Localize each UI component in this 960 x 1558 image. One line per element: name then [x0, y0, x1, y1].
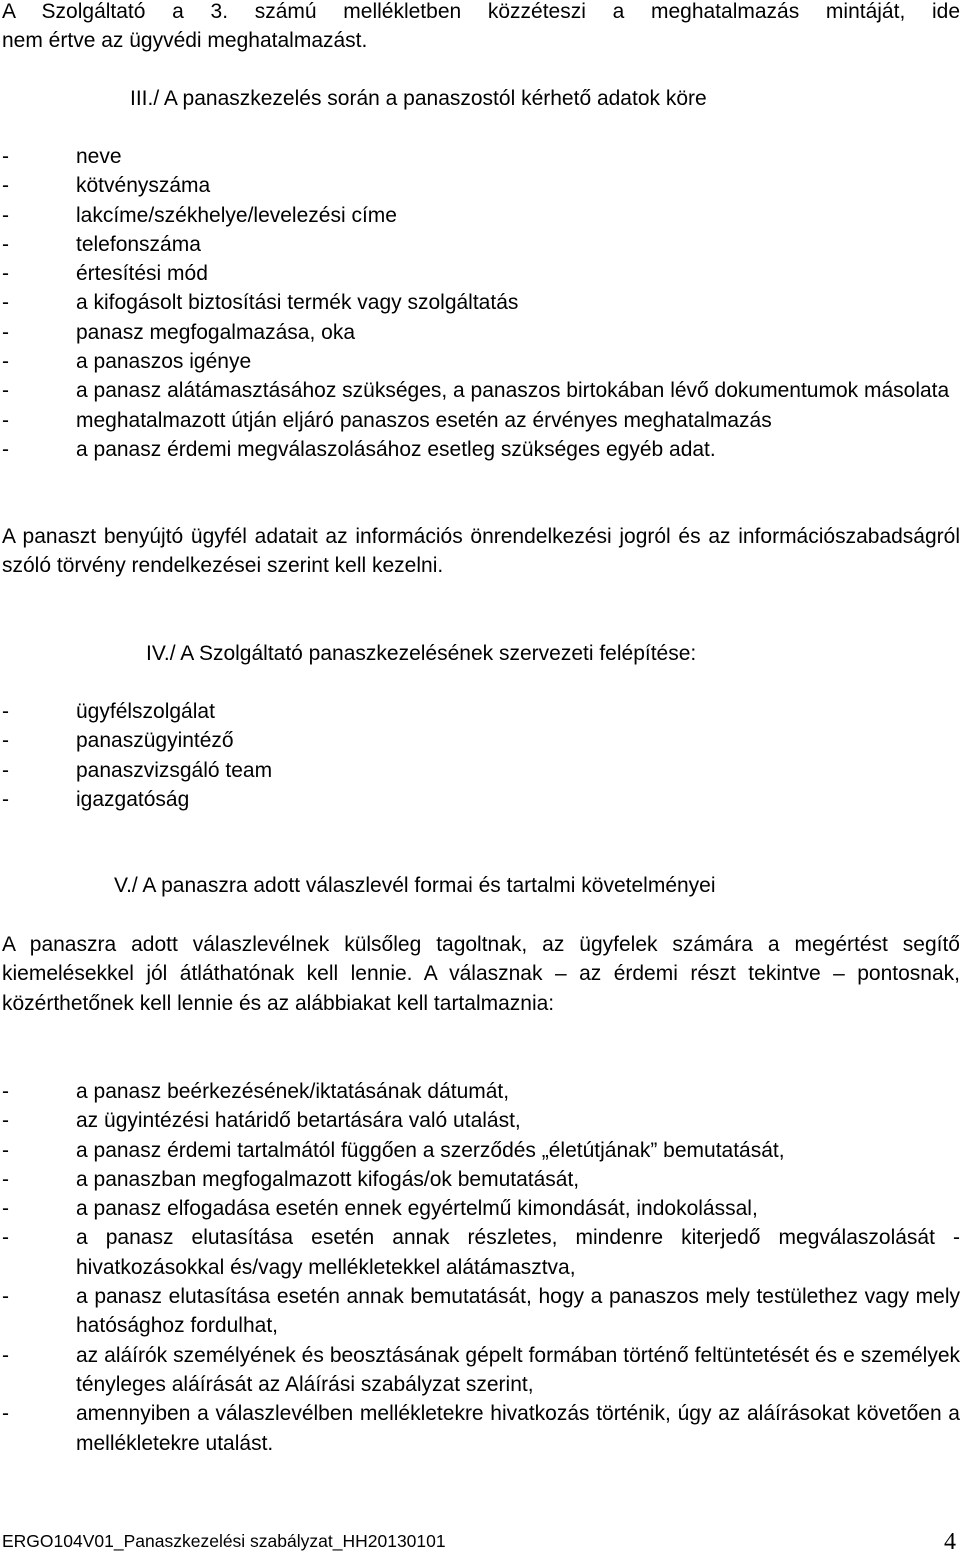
section-5-list-item	[2, 1341, 960, 1400]
section-3-list-item	[2, 201, 960, 230]
section-3-list-item-text: kötvényszáma	[76, 174, 211, 198]
section-3-list-item	[2, 230, 960, 259]
section-3-list-item	[2, 435, 960, 464]
dash-bullet: -	[2, 729, 9, 753]
section-4-list-item-text: ügyfélszolgálat	[76, 700, 215, 723]
section-3-list-item	[2, 376, 960, 405]
intro-paragraph	[2, 0, 960, 56]
section-3-list-item	[2, 142, 960, 171]
section-5-paragraph: A panaszra adott válaszlevélnek külsőleg tagoltnak, az ügyfelek számára a megértést segítő kiemelésekkel jól átláthatónak kell lennie. A válasznak – az érdemi részt tekintve – pontosnak, közérthetőnek kell lennie és az alábbiakat kell tartalmaznia:	[2, 933, 960, 1015]
section-5-list-item-text: az ügyintézési határidő betartására való utalást,	[76, 1109, 521, 1133]
dash-bullet: -	[2, 174, 9, 198]
section-5-list-item-text: a panasz beérkezésének/iktatásának dátumát,	[76, 1080, 510, 1103]
section-5-list-item-text: a panasz érdemi tartalmától függően a szerződés „életútjának” bemutatását,	[76, 1138, 785, 1162]
section-5-list-item	[2, 1165, 960, 1194]
dash-bullet: -	[2, 262, 9, 286]
section-5-list-item	[2, 1399, 960, 1458]
section-5-list-item-text: amennyiben a válaszlevélben mellékletekre hivatkozás történik, úgy az aláírásokat követően a mellékletekre utalást.	[76, 1402, 960, 1455]
dash-bullet: -	[2, 1080, 9, 1103]
section-5-list-item	[2, 1194, 960, 1223]
section-3-paragraph: A panaszt benyújtó ügyfél adatait az információs önrendelkezési jogról és az információszabadságról szóló törvény rendelkezései szerint kell kezelni.	[2, 525, 960, 578]
section-5-list-item-text: a panaszban megfogalmazott kifogás/ok bemutatását,	[76, 1167, 580, 1191]
section-3-list-item	[2, 406, 960, 435]
section-3-list-item	[2, 288, 960, 317]
dash-bullet: -	[2, 1285, 9, 1309]
section-4-list-item	[2, 785, 960, 814]
section-4-list-item	[2, 756, 960, 785]
section-5-list-wrapper	[2, 1077, 960, 1458]
section-5-list-item	[2, 1223, 960, 1282]
dash-bullet: -	[2, 758, 9, 782]
section-5-list-item	[2, 1077, 960, 1106]
section-4-list-item-text: panaszügyintéző	[76, 729, 234, 753]
section-4-list-item	[2, 726, 960, 755]
dash-bullet: -	[2, 1109, 9, 1133]
dash-bullet: -	[2, 408, 9, 432]
section-4-heading: IV./ A Szolgáltató panaszkezelésének szervezeti felépítése:	[146, 642, 697, 665]
intro-line-1: A Szolgáltató a 3. számú mellékletben közzéteszi a meghatalmazás mintáját, ide	[2, 0, 960, 23]
intro-line-2: nem értve az ügyvédi meghatalmazást.	[2, 29, 368, 53]
section-5-list-item-text: a panasz elfogadása esetén ennek egyértelmű kimondását, indokolással,	[76, 1197, 758, 1221]
section-5-list	[2, 1077, 960, 1458]
section-4-list-item	[2, 697, 960, 726]
dash-bullet: -	[2, 291, 9, 315]
section-3-list-item-text: értesítési mód	[76, 262, 208, 286]
section-3-list-item-text: a panaszos igénye	[76, 350, 252, 374]
section-3-list-item-text: neve	[76, 145, 122, 168]
dash-bullet: -	[2, 787, 9, 811]
section-3-list-wrapper	[2, 142, 960, 464]
dash-bullet: -	[2, 145, 9, 168]
section-3-list-item	[2, 171, 960, 200]
section-5-list-item	[2, 1106, 960, 1135]
section-5-list-item	[2, 1136, 960, 1165]
dash-bullet: -	[2, 1138, 9, 1162]
section-3-list-item-text: meghatalmazott útján eljáró panaszos esetén az érvényes meghatalmazás	[76, 408, 772, 432]
dash-bullet: -	[2, 1197, 9, 1221]
dash-bullet: -	[2, 1167, 9, 1191]
section-3-list-item	[2, 259, 960, 288]
section-4-list-item-text: igazgatóság	[76, 787, 190, 811]
dash-bullet: -	[2, 350, 9, 374]
section-5-list-item-text: a panasz elutasítása esetén annak részletes, mindenre kiterjedő megválaszolását - hivatkozásokkal és/vagy mellékletekkel alátámasztva,	[76, 1226, 960, 1279]
dash-bullet: -	[2, 437, 9, 461]
section-4-list-item-text: panaszvizsgáló team	[76, 758, 273, 782]
dash-bullet: -	[2, 320, 9, 344]
section-5-list-item-text: az aláírók személyének és beosztásának gépelt formában történő feltüntetését és e személyek tényleges aláírását az Aláírási szabályzat szerint,	[76, 1343, 960, 1396]
section-3-list-item-text: a kifogásolt biztosítási termék vagy szolgáltatás	[76, 291, 519, 315]
section-4-list	[2, 697, 960, 814]
section-5-list-item	[2, 1282, 960, 1341]
dash-bullet: -	[2, 1343, 9, 1367]
section-5-list-item-text: a panasz elutasítása esetén annak bemutatását, hogy a panaszos mely testülethez vagy mely hatósághoz fordulhat,	[76, 1285, 960, 1338]
section-3-list-item	[2, 318, 960, 347]
dash-bullet: -	[2, 700, 9, 723]
section-3-heading: III./ A panaszkezelés során a panaszostól kérhető adatok köre	[130, 87, 707, 110]
footer-document-id: ERGO104V01_Panaszkezelési szabályzat_HH20130101	[2, 1531, 446, 1551]
section-3-list-item-text: a panasz érdemi megválaszolásához esetleg szükséges egyéb adat.	[76, 437, 716, 461]
dash-bullet: -	[2, 1226, 9, 1250]
dash-bullet: -	[2, 1402, 9, 1426]
section-3-list-item-text: lakcíme/székhelye/levelezési címe	[76, 203, 397, 227]
section-3-list-item	[2, 347, 960, 376]
section-3-list-item-text: a panasz alátámasztásához szükséges, a panaszos birtokában lévő dokumentumok másolata	[76, 379, 950, 403]
section-4-list-wrapper	[2, 697, 960, 814]
section-3-list-item-text: panasz megfogalmazása, oka	[76, 320, 355, 344]
section-3-list-item-text: telefonszáma	[76, 232, 201, 256]
dash-bullet: -	[2, 203, 9, 227]
dash-bullet: -	[2, 232, 9, 256]
footer-page-number: 4	[944, 1529, 956, 1555]
dash-bullet: -	[2, 379, 9, 403]
section-5-heading: V./ A panaszra adott válaszlevél formai és tartalmi követelményei	[114, 874, 716, 897]
section-3-list	[2, 142, 960, 464]
